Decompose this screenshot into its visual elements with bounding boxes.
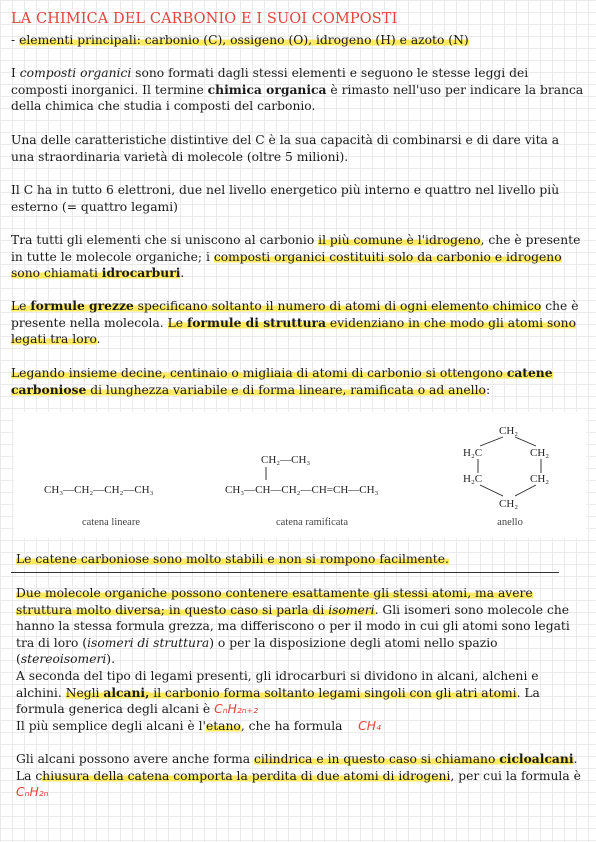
paragraph-electrons: Il C ha in tutto 6 elettroni, due nel livello energetico più interno e quattro nel livello più esterno (= quattro legami) xyxy=(11,183,560,214)
elements-highlight: elementi principali: carbonio (C), ossigeno (O), idrogeno (H) e azoto (N) xyxy=(19,33,469,47)
ring-lower-left-group: H₂C xyxy=(463,473,483,485)
chain-diagram-svg xyxy=(14,412,586,538)
text: sono formati dagli stessi elementi e seguono le stesse leggi dei composti inorganici. Il termine xyxy=(11,66,529,97)
text: Negli xyxy=(65,685,104,700)
carbon-chain-scheme xyxy=(14,412,586,538)
term-raw-formulas: formule grezze xyxy=(30,298,134,313)
isomers-highlight: Due molecole organiche possono contenere esattamente gli stessi atomi, ma avere struttura molto diversa; in questo caso si parla di xyxy=(16,586,533,617)
text: Il più semplice degli alcani è l' xyxy=(16,719,206,733)
text: ). xyxy=(106,652,116,667)
branched-chain-caption: catena ramificata xyxy=(276,517,348,528)
text: Gli alcani possono avere anche forma xyxy=(16,752,254,766)
ring-bottom-group: CH₂ xyxy=(499,498,519,510)
ethane-formula-handwritten: CH₄ xyxy=(358,719,381,733)
term-alkanes: alcani, xyxy=(103,684,150,700)
text: A seconda del tipo di legami presenti, gli idrocarburi si dividono in alcani, alcheni e alchini. xyxy=(16,669,539,700)
paragraph-ethane xyxy=(16,718,584,735)
raw-formula-highlight: specificano soltanto il numero di atomi di ogni elemento chimico xyxy=(133,299,542,313)
ring-lower-right-group: CH₂ xyxy=(530,473,550,485)
term-structural-formulas: formule di struttura xyxy=(186,314,327,330)
text: I xyxy=(11,66,20,80)
ring-bonds xyxy=(478,437,541,496)
text: Le xyxy=(167,315,187,330)
alkane-formula-handwritten: CₙH₂ₙ₊₂ xyxy=(214,702,259,717)
cycloalkane-formula-handwritten: CₙH₂ₙ xyxy=(16,785,49,800)
ring-bond xyxy=(480,485,503,496)
branched-chain-formula: CH₃—CH—CH₂—CH=CH—CH₃ xyxy=(225,484,379,496)
paragraph-chain-stability xyxy=(16,551,591,568)
text: . La c xyxy=(16,752,578,783)
ring-bond xyxy=(515,437,536,446)
text: Le xyxy=(11,299,31,313)
chains-highlight: Legando insieme decine, centinaio o migliaia di atomi di carbonio si ottengono xyxy=(11,366,507,380)
linear-chain-formula: CH₃—CH₂—CH₂—CH₃ xyxy=(44,484,154,496)
term-hydrocarbons: idrocarburi xyxy=(101,265,181,281)
ring-upper-right-group: CH₂ xyxy=(530,447,550,459)
text: che è presente nella molecola. xyxy=(11,299,579,330)
single-bond-highlight: il carbonio forma soltanto legami singoli con gli atri atomi xyxy=(149,685,517,700)
term-ethane: etano xyxy=(205,719,241,733)
branch-substituent: CH₂—CH₃ xyxy=(261,454,311,466)
text: : xyxy=(485,382,491,397)
page-title: LA CHIMICA DEL CARBONIO E I SUOI COMPOSTI xyxy=(11,11,398,27)
paragraph-chains xyxy=(11,365,586,398)
paragraph-isomers xyxy=(16,585,584,668)
stability-highlight: Le catene carboniose sono molto stabili e non si rompono facilmente. xyxy=(16,552,449,566)
paragraph-cycloalkanes xyxy=(16,751,586,801)
term-cycloalkanes: cicloalcani xyxy=(499,751,574,766)
text: . xyxy=(180,266,185,281)
linear-chain-caption: catena lineare xyxy=(82,517,140,528)
text: è rimasto nell'uso per indicare la branca della chimica che studia i composti del carbonio. xyxy=(11,82,584,114)
text: , che è presente in tutte le molecole organiche; i xyxy=(11,233,581,264)
text: . Gli isomeri sono molecole che hanno la stessa formula grezza, ma differiscono o per il modo in cui gli atomi sono legati tra di loro ( xyxy=(16,602,570,650)
text: , per cui la formula è xyxy=(450,768,581,783)
paragraph-hydrocarbons xyxy=(11,232,586,282)
term-stereoisomers: stereoisomeri xyxy=(20,652,107,667)
text: ) o per la disposizione degli atomi nello spazio ( xyxy=(16,635,498,667)
hydrogen-highlight: il più comune è l'idrogeno xyxy=(318,233,481,247)
structural-formula-highlight: evidenziano in che modo gli atomi sono legati tra loro xyxy=(11,315,576,347)
ring-closure-highlight: hiusura della catena comporta la perdita di due atomi di idrogeni xyxy=(42,768,451,783)
paragraph-carbon-variety: Una delle caratteristiche distintive del C è la sua capacità di combinarsi e di dare vita a una straordinaria varietà di molecole (oltre 5 milioni). xyxy=(11,133,560,164)
term-isomers: isomeri xyxy=(328,602,375,617)
ring-caption: anello xyxy=(497,517,523,528)
ring-bond xyxy=(480,437,503,446)
elements-line xyxy=(11,32,586,49)
chain-shapes-highlight: di lunghezza variabile e di forma lineare, ramificata o ad anello xyxy=(86,382,486,397)
dash: - xyxy=(11,33,20,47)
text: , che ha formula xyxy=(240,719,347,733)
hydrocarbon-def-highlight: composti organici costituiti solo da carbonio e idrogeno sono chiamati xyxy=(11,249,562,281)
cylinder-highlight: cilindrica e in questo caso si chiamano xyxy=(253,752,500,766)
term-organic-compounds: composti organici xyxy=(19,66,132,80)
ring-bond xyxy=(515,485,536,496)
text: . La formula generica degli alcani è xyxy=(16,685,540,717)
paragraph-alkanes xyxy=(16,668,584,718)
paragraph-organic-compounds xyxy=(11,65,586,115)
text: . xyxy=(96,332,101,347)
divider-line xyxy=(11,572,559,573)
ring-upper-left-group: H₂C xyxy=(463,447,483,459)
ring-top-group: CH₂ xyxy=(499,425,519,437)
paragraph-formulas xyxy=(11,298,586,348)
term-organic-chemistry: chimica organica xyxy=(207,81,327,97)
text: Tra tutti gli elementi che si uniscono al carbonio xyxy=(11,233,319,247)
term-structural-isomers: isomeri di struttura xyxy=(87,635,210,650)
term-carbon-chains: catene carboniose xyxy=(11,365,553,397)
